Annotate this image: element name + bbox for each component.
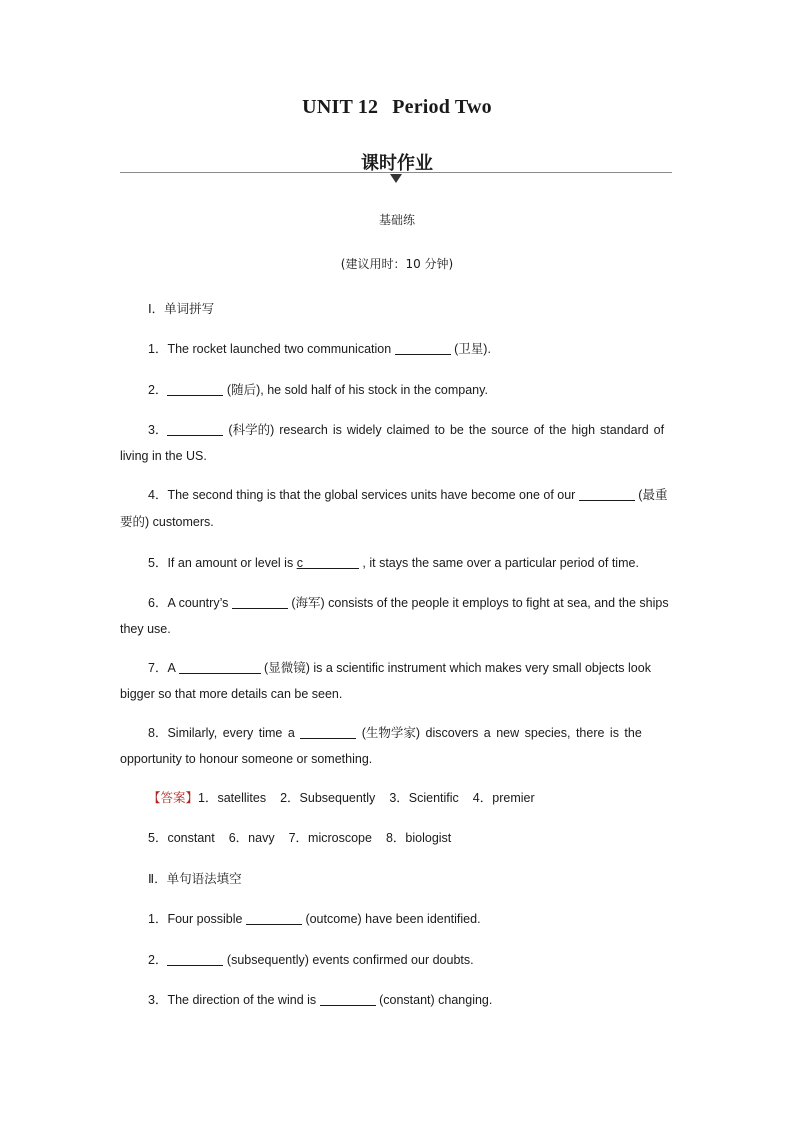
question-item: 4．The second thing is that the global services units have become one of our (最重 bbox=[148, 488, 668, 502]
question-item: 6．A country’s (海军) consists of the people it employs to fight at sea, and the ships bbox=[148, 596, 669, 610]
answer-key: 5．constant 6．navy 7．microscope 8．biologist bbox=[148, 831, 452, 845]
answer-blank[interactable] bbox=[232, 594, 288, 609]
hint-letter: c bbox=[296, 556, 303, 570]
triangle-down-icon bbox=[390, 174, 402, 183]
question-continuation: bigger so that more details can be seen. bbox=[120, 687, 343, 701]
question-item: 3．The direction of the wind is (constant) changing. bbox=[148, 993, 493, 1007]
answer-blank[interactable] bbox=[167, 951, 223, 966]
answer-blank[interactable] bbox=[246, 910, 302, 925]
answer-blank[interactable] bbox=[300, 724, 356, 739]
answer-blank[interactable] bbox=[167, 421, 223, 436]
page-subtitle: 课时作业 bbox=[361, 153, 433, 174]
question-item: 2． (随后), he sold half of his stock in the company. bbox=[148, 383, 488, 397]
answer-blank[interactable] bbox=[320, 991, 376, 1006]
question-continuation: opportunity to honour someone or something. bbox=[120, 752, 373, 766]
question-item: 8．Similarly, every time a (生物学家) discovers a new species, there is the bbox=[148, 726, 642, 740]
answer-blank[interactable] bbox=[579, 486, 635, 501]
question-item: 7．A (显微镜) is a scientific instrument which makes very small objects look bbox=[148, 661, 651, 675]
answer-blank[interactable] bbox=[395, 340, 451, 355]
part1-heading: Ⅰ．单词拼写 bbox=[148, 301, 215, 316]
answer-blank[interactable] bbox=[303, 554, 359, 569]
question-item: 1．The rocket launched two communication (卫星). bbox=[148, 342, 491, 356]
part2-heading: Ⅱ．单句语法填空 bbox=[148, 871, 242, 886]
question-continuation: they use. bbox=[120, 622, 171, 636]
unit-label: UNIT 12 bbox=[302, 96, 379, 118]
answer-blank[interactable] bbox=[167, 381, 223, 396]
question-item: 1．Four possible (outcome) have been identified. bbox=[148, 912, 481, 926]
period-label: Period Two bbox=[392, 96, 492, 118]
answer-blank[interactable] bbox=[179, 659, 261, 674]
question-item: 5．If an amount or level is c , it stays the same over a particular period of time. bbox=[148, 556, 639, 570]
question-item: 2． (subsequently) events confirmed our doubts. bbox=[148, 953, 474, 967]
question-item: 3． (科学的) research is widely claimed to be the source of the high standard of bbox=[148, 423, 665, 437]
question-continuation: 要的) customers. bbox=[120, 515, 214, 529]
question-continuation: living in the US. bbox=[120, 449, 207, 463]
title-divider bbox=[120, 172, 672, 173]
section-title: 基础练 bbox=[378, 213, 415, 227]
page-title bbox=[0, 96, 794, 119]
time-note: (建议用时：10 分钟) bbox=[340, 257, 454, 271]
answer-key: 【答案】1．satellites 2．Subsequently 3．Scientific 4．premier bbox=[148, 790, 535, 805]
answer-tag: 【答案】 bbox=[148, 790, 199, 805]
